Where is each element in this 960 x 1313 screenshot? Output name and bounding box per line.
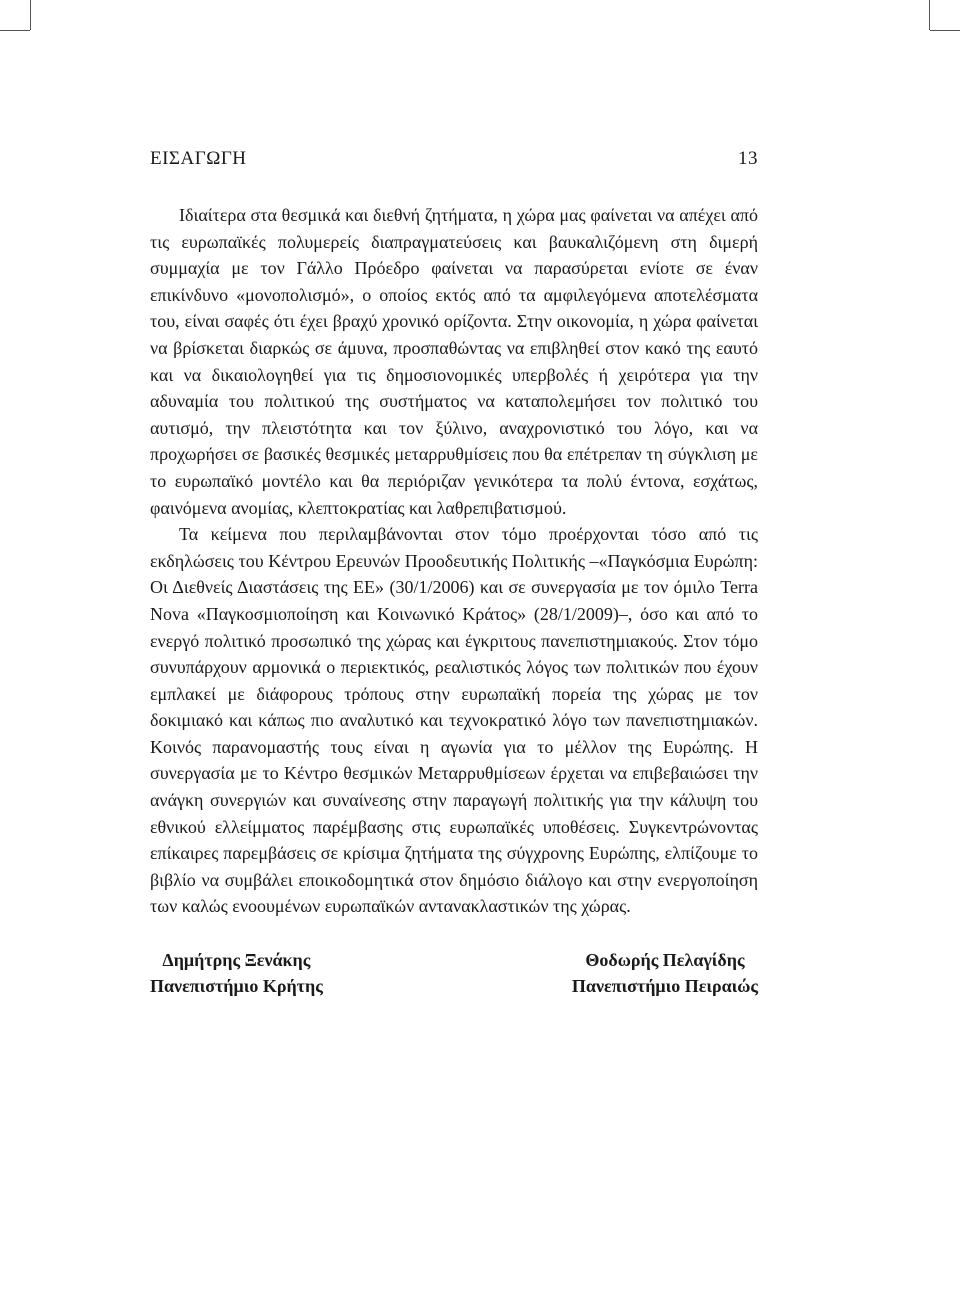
author-name: Δημήτρης Ξενάκης bbox=[162, 950, 311, 971]
paragraph: Τα κείμενα που περιλαμβάνονται στον τόμο προέρχονται τόσο από τις εκδηλώσεις του Κέντρου Ερευνών Προοδευτικής Πολιτικής –«Παγκόσμια Ευρώπη: Οι Διεθνείς Διαστάσεις της ΕΕ» (30/1/2006) και σε συνεργασία με τον όμιλο Terra Nova «Παγκοσμιοποίηση και Κοινωνικό Κράτος» (28/1/2009)–, όσο και από το ενεργό πολιτικό προσωπικό της χώρας και έγκριτους πανεπιστημιακούς. Στον τόμο συνυπάρχουν αρμονικά ο περιεκτικός, ρεαλιστικός λόγος των πολιτικών που έχουν εμπλακεί με διάφορους τρόπους στην ευρωπαϊκή πορεία της χώρας με τον δοκιμιακό και κάπως πιο αναλυτικό και τεχνοκρατικό λόγο των πανεπιστημιακών. Κοινός παρανομαστής τους είναι η αγωνία για το μέλλον της Ευρώπης. Η συνεργασία με το Κέντρο θεσμικών Μεταρρυθμίσεων έρχεται να επιβεβαιώσει την ανάγκη συνεργιών και συναίνεσης στην παραγωγή πολιτικής για την κάλυψη του εθνικού ελλείμματος παρέμβασης στις ευρωπαϊκές υποθέσεις. Συγκεντρώνοντας επίκαιρες παρεμβάσεις σε κρίσιμα ζητήματα της σύγχρονης Ευρώπης, ελπίζουμε το βιβλίο να συμβάλει εποικοδομητικά στον δημόσιο διάλογο και στην ενεργοποίηση των καλώς ενοουμένων ευρωπαϊκών αντανακλαστικών της χώρας. bbox=[150, 524, 758, 917]
running-head bbox=[150, 148, 758, 188]
page-number: 13 bbox=[738, 148, 758, 169]
crop-mark-right-horizontal bbox=[930, 30, 960, 31]
body-text bbox=[150, 202, 758, 920]
crop-mark-left-horizontal bbox=[0, 30, 30, 31]
author-affiliation: Πανεπιστήμιο Πειραιώς bbox=[571, 976, 758, 997]
signatures bbox=[150, 947, 758, 999]
crop-mark-left-vertical bbox=[30, 0, 31, 30]
section-title: ΕΙΣΑΓΩΓΗ bbox=[150, 148, 247, 169]
signature-block bbox=[150, 947, 323, 999]
book-page bbox=[150, 148, 758, 999]
author-name: Θοδωρής Πελαγίδης bbox=[585, 950, 745, 971]
author-affiliation: Πανεπιστήμιο Κρήτης bbox=[150, 976, 323, 997]
crop-mark-right-vertical bbox=[929, 0, 930, 30]
signature-block bbox=[572, 947, 758, 999]
paragraph: Ιδιαίτερα στα θεσμικά και διεθνή ζητήματα, η χώρα μας φαίνεται να απέχει από τις ευρωπαϊκές πολυμερείς διαπραγματεύσεις και βαυκαλιζόμενη στη διμερή συμμαχία με τον Γάλλο Πρόεδρο φαίνεται να παρασύρεται ενίοτε σε έναν επικίνδυνο «μονοπολισμό», ο οποίος εκτός από τα αμφιλεγόμενα αποτελέσματα του, είναι σαφές ότι έχει βραχύ χρονικό ορίζοντα. Στην οικονομία, η χώρα φαίνεται να βρίσκεται διαρκώς σε άμυνα, προσπαθώντας να επιβληθεί στον κακό της εαυτό και να δικαιολογηθεί για τις δημοσιονομικές υπερβολές ή χειρότερα για την αδυναμία του πολιτικού της συστήματος να καταπολεμήσει τον πολιτικό του αυτισμό, την πλειστότητα και τον ξύλινο, αναχρονιστικό του λόγο, και να προχωρήσει σε βασικές θεσμικές μεταρρυθμίσεις που θα επέτρεπαν τη σύγκλιση με το ευρωπαϊκό μοντέλο και θα περιόριζαν γενικότερα τα πολύ έντονα, εσχάτως, φαινόμενα ανομίας, κλεπτοκρατίας και λαθρεπιβατισμού. bbox=[150, 205, 758, 518]
